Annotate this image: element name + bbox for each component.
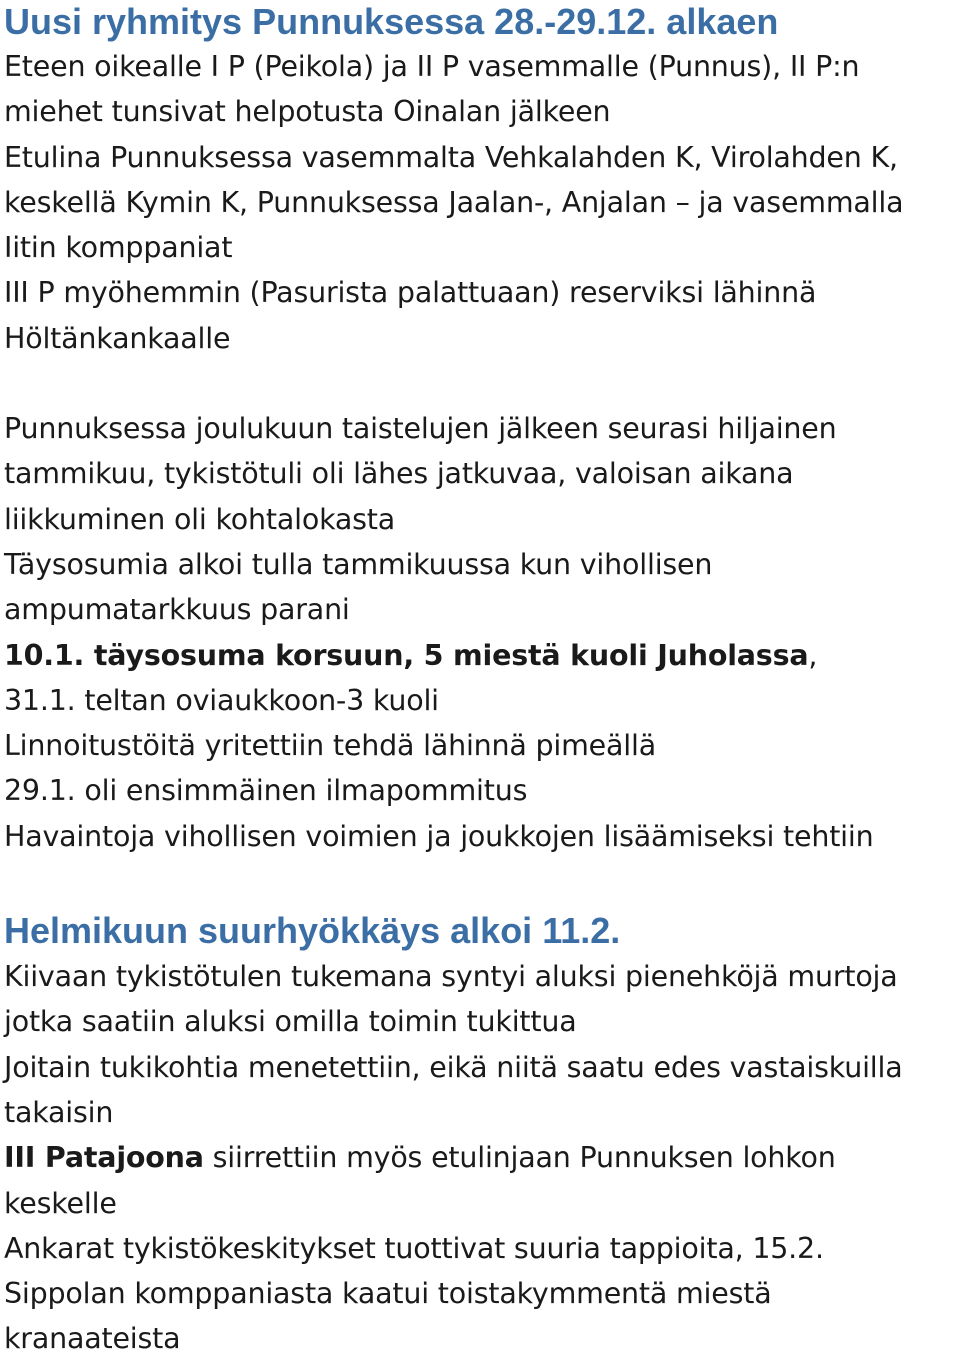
casualty-comma: ,: [808, 638, 818, 672]
unit-sentence-rest: siirrettiin myös etulinjaan Punnuksen lohkon: [203, 1141, 836, 1175]
text-line: III P myöhemmin (Pasurista palattuaan) reserviksi lähinnä: [4, 276, 817, 310]
text-line-casualty: [4, 633, 956, 678]
paragraph-spacer: [4, 859, 956, 904]
text-line: takaisin: [4, 1095, 114, 1129]
document-page: [4, 0, 956, 1362]
text-line: kranaateista: [4, 1322, 181, 1356]
text-line: keskelle: [4, 1186, 117, 1220]
text-line: Eteen oikealle I P (Peikola) ja II P vasemmalle (Punnus), II P:n: [4, 50, 860, 83]
text-line: tammikuu, tykistötuli oli lähes jatkuvaa, valoisan aikana: [4, 457, 794, 491]
text-line: ampumatarkkuus parani: [4, 593, 350, 627]
text-line: Höltänkankaalle: [4, 321, 231, 355]
text-line: Punnuksessa joulukuun taistelujen jälkeen seurasi hiljainen: [4, 412, 837, 446]
bold-unit-name: III Patajoona: [4, 1141, 204, 1175]
text-line: Sippolan komppaniasta kaatui toistakymmentä miestä: [4, 1277, 772, 1311]
text-line: Etulina Punnuksessa vasemmalta Vehkalahden K, Virolahden K,: [4, 140, 898, 174]
text-line: Täysosumia alkoi tulla tammikuussa kun vihollisen: [4, 547, 713, 581]
text-line-mixed: [4, 1135, 956, 1180]
text-line: keskellä Kymin K, Punnuksessa Jaalan-, Anjalan – ja vasemmalla: [4, 185, 904, 219]
section-heading-new-grouping: Uusi ryhmitys Punnuksessa 28.-29.12. alkaen: [4, 1, 779, 42]
text-line: Havaintoja vihollisen voimien ja joukkojen lisäämiseksi tehtiin: [4, 819, 874, 853]
text-line: miehet tunsivat helpotusta Oinalan jälkeen: [4, 95, 611, 129]
text-line: 31.1. teltan oviaukkoon-3 kuoli: [4, 683, 439, 717]
text-line: Kiivaan tykistötulen tukemana syntyi aluksi pienehköjä murtoja: [4, 960, 898, 994]
text-line: Ankarat tykistökeskitykset tuottivat suuria tappioita, 15.2.: [4, 1231, 824, 1265]
text-line: Joitain tukikohtia menetettiin, eikä niitä saatu edes vastaiskuilla: [4, 1050, 903, 1084]
text-line: jotka saatiin aluksi omilla toimin tukittua: [4, 1005, 577, 1039]
text-line: 29.1. oli ensimmäinen ilmapommitus: [4, 774, 528, 808]
text-line: Linnoitustöitä yritettiin tehdä lähinnä pimeällä: [4, 729, 656, 763]
bold-casualty-text: 10.1. täysosuma korsuun, 5 miestä kuoli Juholassa: [4, 638, 809, 672]
text-line: Iitin komppaniat: [4, 231, 233, 265]
text-line: liikkuminen oli kohtalokasta: [4, 502, 396, 536]
section-heading-february-offensive: Helmikuun suurhyökkäys alkoi 11.2.: [4, 910, 621, 952]
paragraph-spacer: [4, 361, 956, 406]
